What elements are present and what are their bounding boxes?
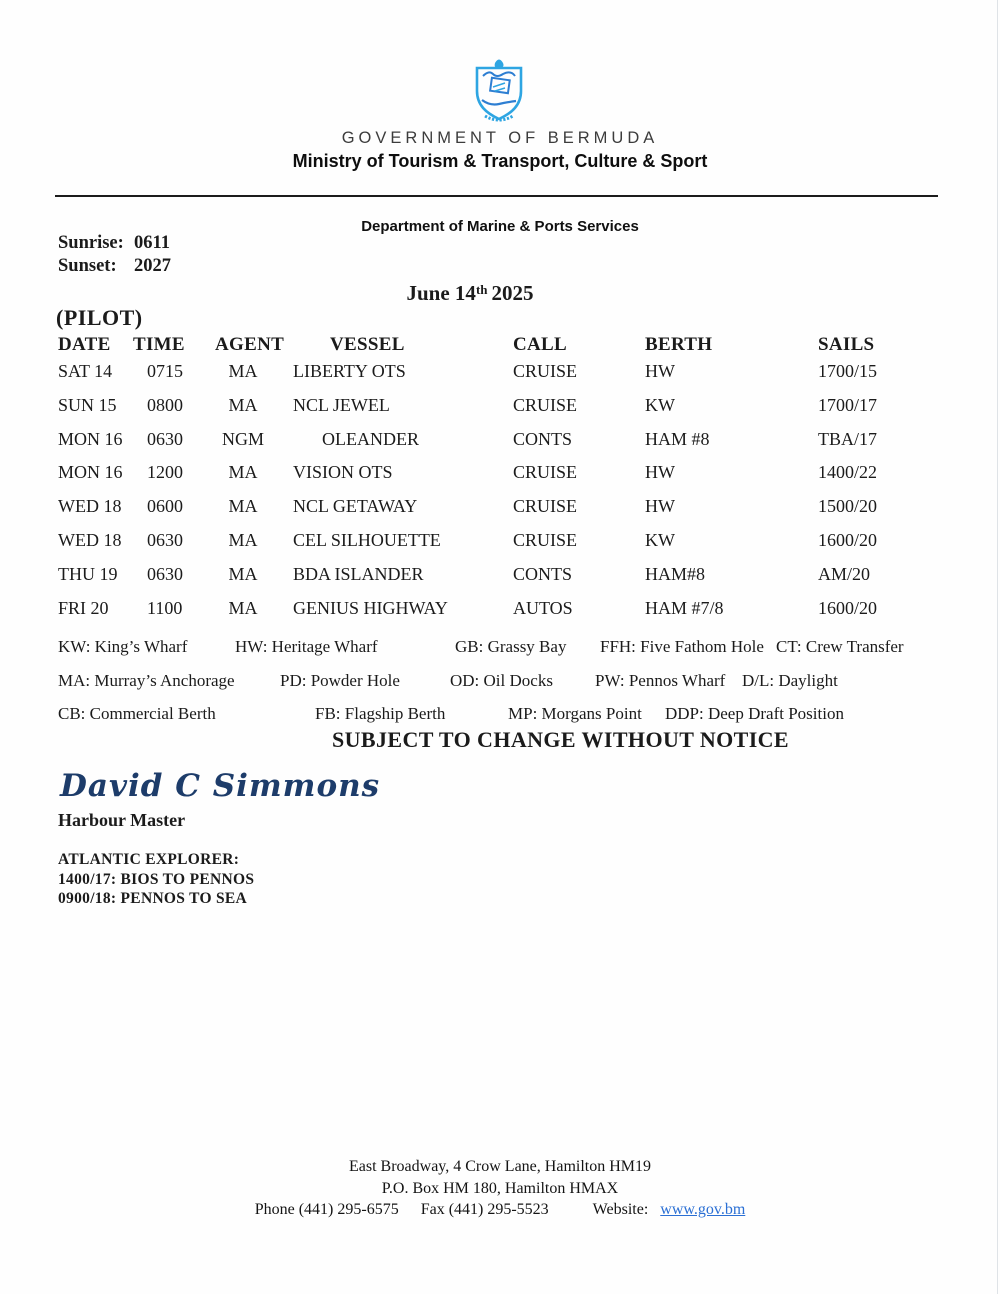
ministry-title: Ministry of Tourism & Transport, Culture & Sport [292, 151, 708, 171]
pilot-heading: (PILOT) [56, 305, 143, 330]
cell-vessel: NCL JEWEL [293, 394, 390, 415]
cell-date: MON 16 [58, 462, 123, 483]
cell-agent: MA [228, 361, 258, 381]
cell-call: CONTS [513, 428, 573, 449]
cell-berth: KW [645, 529, 675, 550]
sunrise-row [58, 232, 171, 255]
cell-vessel: OLEANDER [322, 428, 419, 449]
atlantic-explorer-note [58, 850, 254, 909]
atlantic-explorer-move: 0900/18: PENNOS TO SEA [58, 890, 248, 907]
date-day: June 14 [406, 281, 476, 305]
cell-sails: 1700/15 [818, 361, 878, 381]
col-header-vessel: VESSEL [330, 334, 405, 355]
cell-call: CRUISE [513, 394, 578, 415]
cell-berth: KW [645, 394, 675, 415]
cell-date: MON 16 [58, 428, 123, 449]
contact-footer [0, 1156, 1000, 1221]
cell-sails: 1600/20 [818, 529, 878, 550]
cell-vessel: LIBERTY OTS [293, 361, 406, 381]
col-header-sails: SAILS [818, 334, 875, 355]
cell-time: 0630 [147, 563, 183, 584]
street-address: East Broadway, 4 Crow Lane, Hamilton HM19 [348, 1158, 651, 1175]
phone-fax-web-line [0, 1199, 1000, 1221]
sunrise-label: Sunrise: [58, 233, 124, 253]
atlantic-explorer-title: ATLANTIC EXPLORER: [58, 851, 240, 868]
cell-sails: 1500/20 [818, 496, 878, 517]
legend-item: D/L: Daylight [742, 670, 838, 690]
cell-date: WED 18 [58, 529, 122, 550]
col-header-time: TIME [133, 334, 185, 355]
cell-vessel: BDA ISLANDER [293, 563, 424, 584]
legend-item: OD: Oil Docks [450, 670, 553, 690]
legend-item: FB: Flagship Berth [315, 704, 446, 724]
cell-sails: 1700/17 [818, 394, 878, 415]
cell-berth: HAM#8 [645, 563, 706, 584]
cell-date: SUN 15 [58, 394, 117, 415]
col-header-berth: BERTH [645, 334, 713, 355]
sunrise-value: 0611 [134, 233, 170, 253]
cell-agent: NGM [221, 428, 264, 449]
website-link[interactable]: www.gov.bm [660, 1201, 746, 1218]
cell-time: 0630 [147, 428, 183, 449]
scan-edge-artifact [997, 0, 998, 1294]
date-year: 2025 [491, 281, 534, 305]
legend-line [58, 630, 904, 664]
government-title: GOVERNMENT OF BERMUDA [341, 129, 659, 147]
cell-time: 0715 [147, 361, 183, 381]
cell-time: 0800 [147, 394, 183, 415]
sunset-label: Sunset: [58, 256, 117, 276]
sunset-row [58, 255, 171, 278]
col-header-agent: AGENT [215, 334, 285, 355]
cell-sails: 1400/22 [818, 462, 878, 483]
legend-item: GB: Grassy Bay [455, 637, 567, 656]
legend-item: HW: Heritage Wharf [235, 637, 378, 656]
cell-call: CONTS [513, 563, 573, 584]
legend-item: CB: Commercial Berth [58, 704, 216, 724]
website-label: Website: [592, 1201, 649, 1218]
legend-item: CT: Crew Transfer [776, 637, 904, 656]
cell-date: SAT 14 [58, 361, 113, 381]
po-box-address: P.O. Box HM 180, Hamilton HMAX [381, 1179, 619, 1197]
cell-call: CRUISE [513, 361, 578, 381]
legend-item: MP: Morgans Point [508, 704, 642, 724]
cell-call: AUTOS [513, 597, 573, 618]
cell-agent: MA [228, 462, 258, 483]
pilot-schedule-table [58, 334, 908, 631]
department-title: Department of Marine & Ports Services [361, 218, 639, 235]
legend-item: FFH: Five Fathom Hole [600, 637, 764, 656]
cell-sails: TBA/17 [818, 428, 878, 449]
legend-item: PW: Pennos Wharf [595, 670, 726, 690]
legend-item: KW: King’s Wharf [58, 637, 188, 656]
bermuda-coat-of-arms-icon [471, 56, 527, 126]
legend-item: DDP: Deep Draft Position [665, 704, 844, 724]
signature-title: Harbour Master [58, 810, 186, 830]
cell-call: CRUISE [513, 462, 578, 483]
cell-vessel: GENIUS HIGHWAY [293, 597, 448, 618]
cell-sails: AM/20 [818, 563, 871, 584]
cell-date: WED 18 [58, 496, 122, 517]
legend-item: MA: Murray’s Anchorage [58, 670, 235, 690]
phone-number: Phone (441) 295-6575 [254, 1201, 399, 1218]
cell-berth: HAM #8 [645, 428, 710, 449]
harbour-master-signature: David C Simmons [60, 768, 381, 804]
legend-item: PD: Powder Hole [280, 670, 400, 690]
date-ordinal: th [475, 282, 488, 297]
cell-agent: MA [228, 597, 258, 618]
cell-vessel: VISION OTS [293, 462, 393, 483]
cell-berth: HAM #7/8 [645, 597, 724, 618]
cell-berth: HW [645, 496, 675, 517]
sunset-value: 2027 [134, 256, 171, 276]
cell-date: THU 19 [58, 563, 118, 584]
legend-line [58, 697, 904, 731]
cell-agent: MA [228, 394, 258, 415]
cell-vessel: CEL SILHOUETTE [293, 529, 441, 550]
atlantic-explorer-move: 1400/17: BIOS TO PENNOS [58, 870, 255, 888]
cell-date: FRI 20 [58, 597, 109, 618]
cell-berth: HW [645, 462, 675, 483]
berth-abbreviation-legend [58, 630, 904, 731]
cell-agent: MA [228, 563, 258, 584]
schedule-date [0, 281, 940, 306]
cell-call: CRUISE [513, 529, 578, 550]
header-divider [55, 195, 938, 197]
col-header-call: CALL [513, 334, 567, 355]
change-notice: SUBJECT TO CHANGE WITHOUT NOTICE [332, 727, 790, 752]
cell-vessel: NCL GETAWAY [293, 496, 418, 517]
cell-agent: MA [228, 496, 258, 517]
cell-time: 1200 [147, 462, 183, 483]
cell-call: CRUISE [513, 496, 578, 517]
cell-sails: 1600/20 [818, 597, 878, 618]
legend-line [58, 664, 904, 698]
cell-berth: HW [645, 361, 675, 381]
col-header-date: DATE [58, 334, 111, 355]
fax-number: Fax (441) 295-5523 [420, 1201, 549, 1218]
cell-time: 0630 [147, 529, 183, 550]
cell-agent: MA [228, 529, 258, 550]
sun-times [58, 232, 171, 278]
cell-time: 0600 [147, 496, 183, 517]
cell-time: 1100 [147, 597, 183, 618]
